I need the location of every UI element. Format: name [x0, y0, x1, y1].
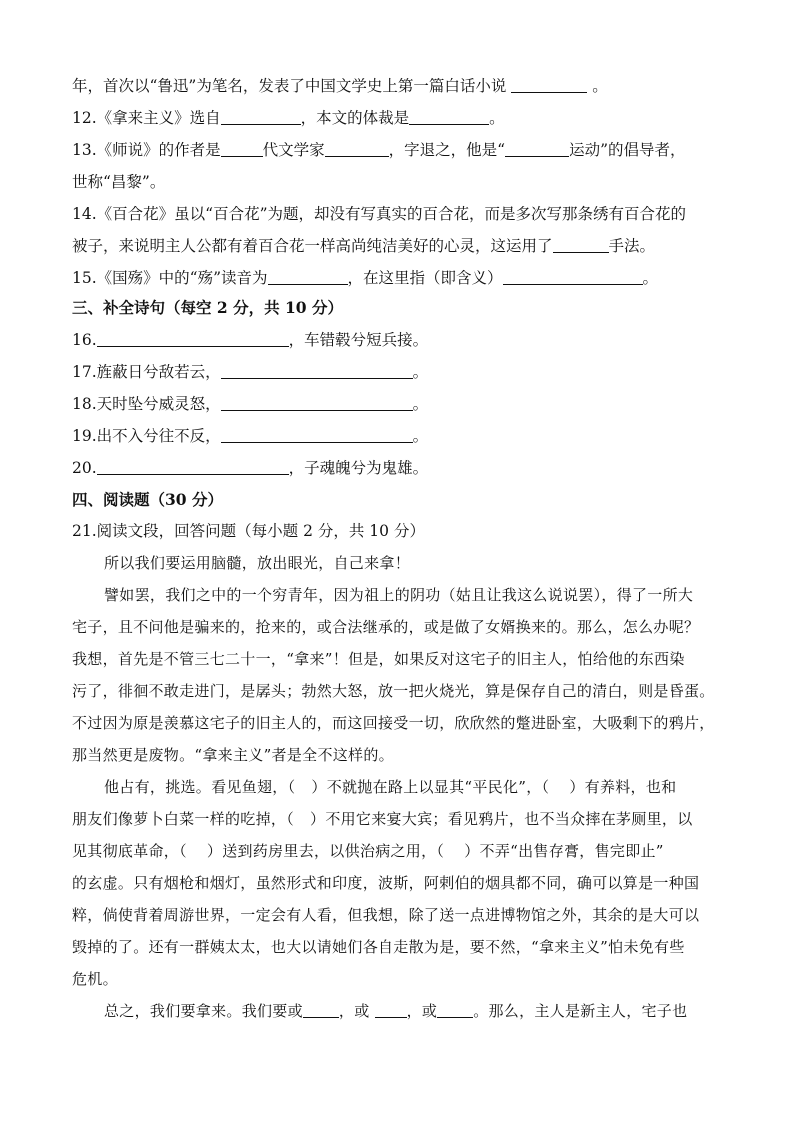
passage-line: 他占有，挑选。看见鱼翅，（ ）不就抛在路上以显其“平民化”，（ ）有养料，也和	[104, 778, 677, 796]
blank	[221, 141, 263, 157]
blank	[503, 269, 643, 285]
question-13-cont: 世称“昌黎”。	[72, 173, 166, 191]
blank	[221, 395, 413, 411]
section-3-heading: 三、补全诗句（每空 2 分，共 10 分）	[72, 298, 343, 317]
blank	[221, 427, 413, 443]
passage-line: 朋友们像萝卜白菜一样的吃掉，（ ）不用它来宴大宾；看见鸦片，也不当众摔在茅厕里，以	[72, 810, 693, 828]
passage-line: 的玄虚。只有烟枪和烟灯，虽然形式和印度，波斯，阿剌伯的烟具都不同，确可以算是一种国	[72, 874, 700, 892]
passage-line: 所以我们要运用脑髓，放出眼光，自己来拿！	[104, 554, 411, 572]
passage-line: 总之，我们要拿来。我们要或 ，或 ，或 。那么，主人是新主人，宅子也	[104, 1002, 688, 1020]
passage-line: 毁掉的了。还有一群姨太太，也大以请她们各自走散为是，要不然，“拿来主义”怕未免有些	[72, 938, 685, 956]
question-13: 13.《师说》的作者是 代文学家 ，字退之，他是“ 运动”的倡导者，	[72, 141, 686, 159]
question-17: 17.旌蔽日兮敌若云， 。	[72, 363, 429, 381]
question-12: 12.《拿来主义》选自 ，本文的体裁是 。	[72, 109, 505, 127]
passage-line: 见其彻底革命，（ ）送到药房里去，以供治病之用，（ ）不弄“出售存膏，售完即止”	[72, 842, 664, 860]
question-18: 18.天时坠兮威灵怒， 。	[72, 395, 429, 413]
passage-line: 那当然更是废物。“拿来主义”者是全不这样的。	[72, 746, 394, 764]
passage-line: 譬如罢，我们之中的一个穷青年，因为祖上的阴功（姑且让我这么说说罢），得了一所大	[104, 586, 694, 604]
passage-line: 不过因为原是羡慕这宅子的旧主人的，而这回接受一切，欣欣然的蹩进卧室，大吸剩下的鸦片，	[72, 714, 715, 732]
blank	[409, 109, 489, 125]
blank	[437, 1002, 473, 1018]
blank	[97, 331, 289, 347]
blank	[268, 269, 348, 285]
blank	[221, 363, 413, 379]
passage-line: 污了，徘徊不敢走进门，是孱头；勃然大怒，放一把火烧光，算是保存自己的清白，则是昏蛋。	[72, 682, 715, 700]
blank	[505, 141, 569, 157]
blank	[303, 1002, 339, 1018]
blank	[325, 141, 389, 157]
passage-line: 宅子，且不问他是骗来的，抢来的，或合法继承的，或是做了女婿换来的。那么，怎么办呢？	[72, 618, 700, 636]
question-20: 20. ，子魂魄兮为鬼雄。	[72, 459, 429, 477]
blank	[221, 109, 301, 125]
blank	[511, 77, 587, 93]
question-21: 21.阅读文段，回答问题（每小题 2 分，共 10 分）	[72, 522, 425, 540]
passage-line: 粹，倘使背着周游世界，一定会有人看，但我想，除了送一点进博物馆之外，其余的是大可以	[72, 906, 700, 924]
line-1: 年，首次以“鲁迅”为笔名，发表了中国文学史上第一篇白话小说 。	[72, 77, 608, 95]
blank	[375, 1002, 407, 1018]
question-14-cont: 被子，来说明主人公都有着百合花一样高尚纯洁美好的心灵，这运用了 手法。	[72, 237, 656, 255]
section-4-heading: 四、阅读题（30 分）	[72, 490, 223, 509]
question-15: 15.《国殇》中的“殇”读音为 ，在这里指（即含义） 。	[72, 269, 659, 287]
question-19: 19.出不入兮往不反， 。	[72, 427, 429, 445]
passage-line: 我想，首先是不管三七二十一，“拿来”！但是，如果反对这宅子的旧主人，怕给他的东西染	[72, 650, 685, 668]
blank	[553, 237, 609, 253]
question-16: 16. ，车错毂兮短兵接。	[72, 331, 429, 349]
question-14: 14.《百合花》虽以“百合花”为题，却没有写真实的百合花，而是多次写那条绣有百合花的	[72, 205, 687, 223]
blank	[97, 459, 289, 475]
passage-line: 危机。	[72, 970, 118, 988]
